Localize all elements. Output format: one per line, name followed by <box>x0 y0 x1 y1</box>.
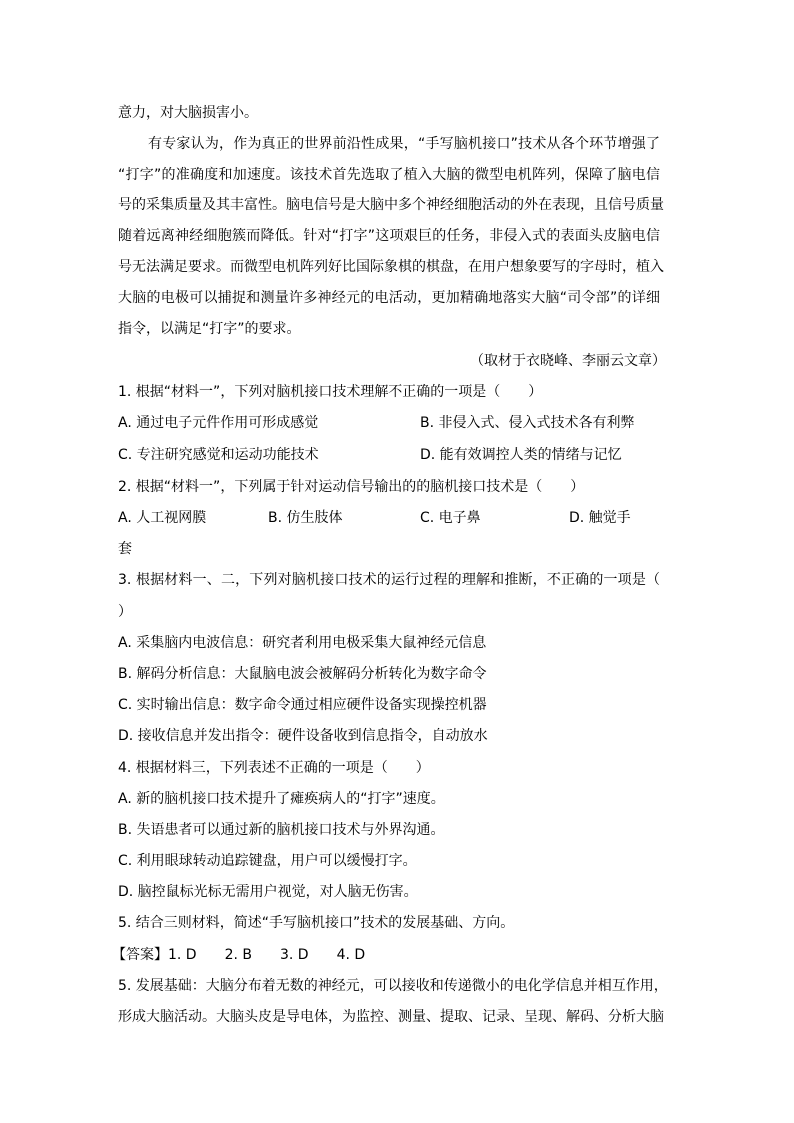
option-d-continued: 套 <box>118 541 132 557</box>
answer-line: 5. 发展基础：大脑分布着无数的神经元，可以接收和传递微小的电化学信息并相互作用， <box>118 978 668 994</box>
question-stem: 2. 根据“材料一”，下列属于针对运动信号输出的的脑机接口技术是（ ） <box>118 479 585 495</box>
option-d: D. 接收信息并发出指令：硬件设备收到信息指令，自动放水 <box>118 728 488 744</box>
option-b: B. 非侵入式、侵入式技术各有利弊 <box>420 415 635 431</box>
option-a: A. 通过电子元件作用可形成感觉 <box>118 415 319 431</box>
option-b: B. 仿生肢体 <box>268 510 343 526</box>
answer-line: 形成大脑活动。大脑头皮是导电体，为监控、测量、提取、记录、呈现、解码、分析大脑 <box>118 1009 664 1025</box>
question-stem-continued: ） <box>118 604 132 620</box>
option-d: D. 脑控鼠标光标无需用户视觉，对人脑无伤害。 <box>118 884 418 900</box>
option-b: B. 解码分析信息：大鼠脑电波会被解码分析转化为数字命令 <box>118 666 487 682</box>
question-stem: 5. 结合三则材料，简述“手写脑机接口”技术的发展基础、方向。 <box>118 915 515 931</box>
passage-line: “打字”的准确度和加速度。该技术首先选取了植入大脑的微型电机阵列，保障了脑电信 <box>118 167 660 183</box>
passage-line: 号无法满足要求。而微型电机阵列好比国际象棋的棋盘，在用户想象要写的字母时，植入 <box>118 259 664 275</box>
answer-key: 【答案】1. D 2. B 3. D 4. D <box>112 947 366 963</box>
option-c: C. 专注研究感觉和运动功能技术 <box>118 447 319 463</box>
passage-line: 指令，以满足“打字”的要求。 <box>118 321 301 337</box>
option-d: D. 能有效调控人类的情绪与记忆 <box>420 447 622 463</box>
question-stem: 1. 根据“材料一”，下列对脑机接口技术理解不正确的一项是（ ） <box>118 384 543 400</box>
option-c: C. 实时输出信息：数字命令通过相应硬件设备实现操控机器 <box>118 697 487 713</box>
passage-line: 大脑的电极可以捕捉和测量许多神经元的电活动，更加精确地落实大脑“司令部”的详细 <box>118 290 660 306</box>
option-c: C. 利用眼球转动追踪键盘，用户可以缓慢打字。 <box>118 853 417 869</box>
option-d: D. 触觉手 <box>569 510 631 526</box>
option-b: B. 失语患者可以通过新的脑机接口技术与外界沟通。 <box>118 822 445 838</box>
option-a: A. 新的脑机接口技术提升了瘫痪病人的“打字”速度。 <box>118 791 445 807</box>
passage-line: 随着远离神经细胞簇而降低。针对“打字”这项艰巨的任务，非侵入式的表面头皮脑电信 <box>118 228 660 244</box>
question-stem: 3. 根据材料一、二，下列对脑机接口技术的运行过程的理解和推断，不正确的一项是（ <box>118 572 660 588</box>
passage-line: 有专家认为，作为真正的世界前沿性成果，“手写脑机接口”技术从各个环节增强了 <box>148 136 660 152</box>
passage-line: 意力，对大脑损害小。 <box>118 105 258 121</box>
option-a: A. 采集脑内电波信息：研究者利用电极采集大鼠神经元信息 <box>118 635 487 651</box>
option-c: C. 电子鼻 <box>420 510 481 526</box>
source-citation: （取材于衣晓峰、李丽云文章） <box>470 353 666 369</box>
option-a: A. 人工视网膜 <box>118 510 207 526</box>
question-stem: 4. 根据材料三，下列表述不正确的一项是（ ） <box>118 760 430 776</box>
passage-line: 号的采集质量及其丰富性。脑电信号是大脑中多个神经细胞活动的外在表现，且信号质量 <box>118 197 664 213</box>
